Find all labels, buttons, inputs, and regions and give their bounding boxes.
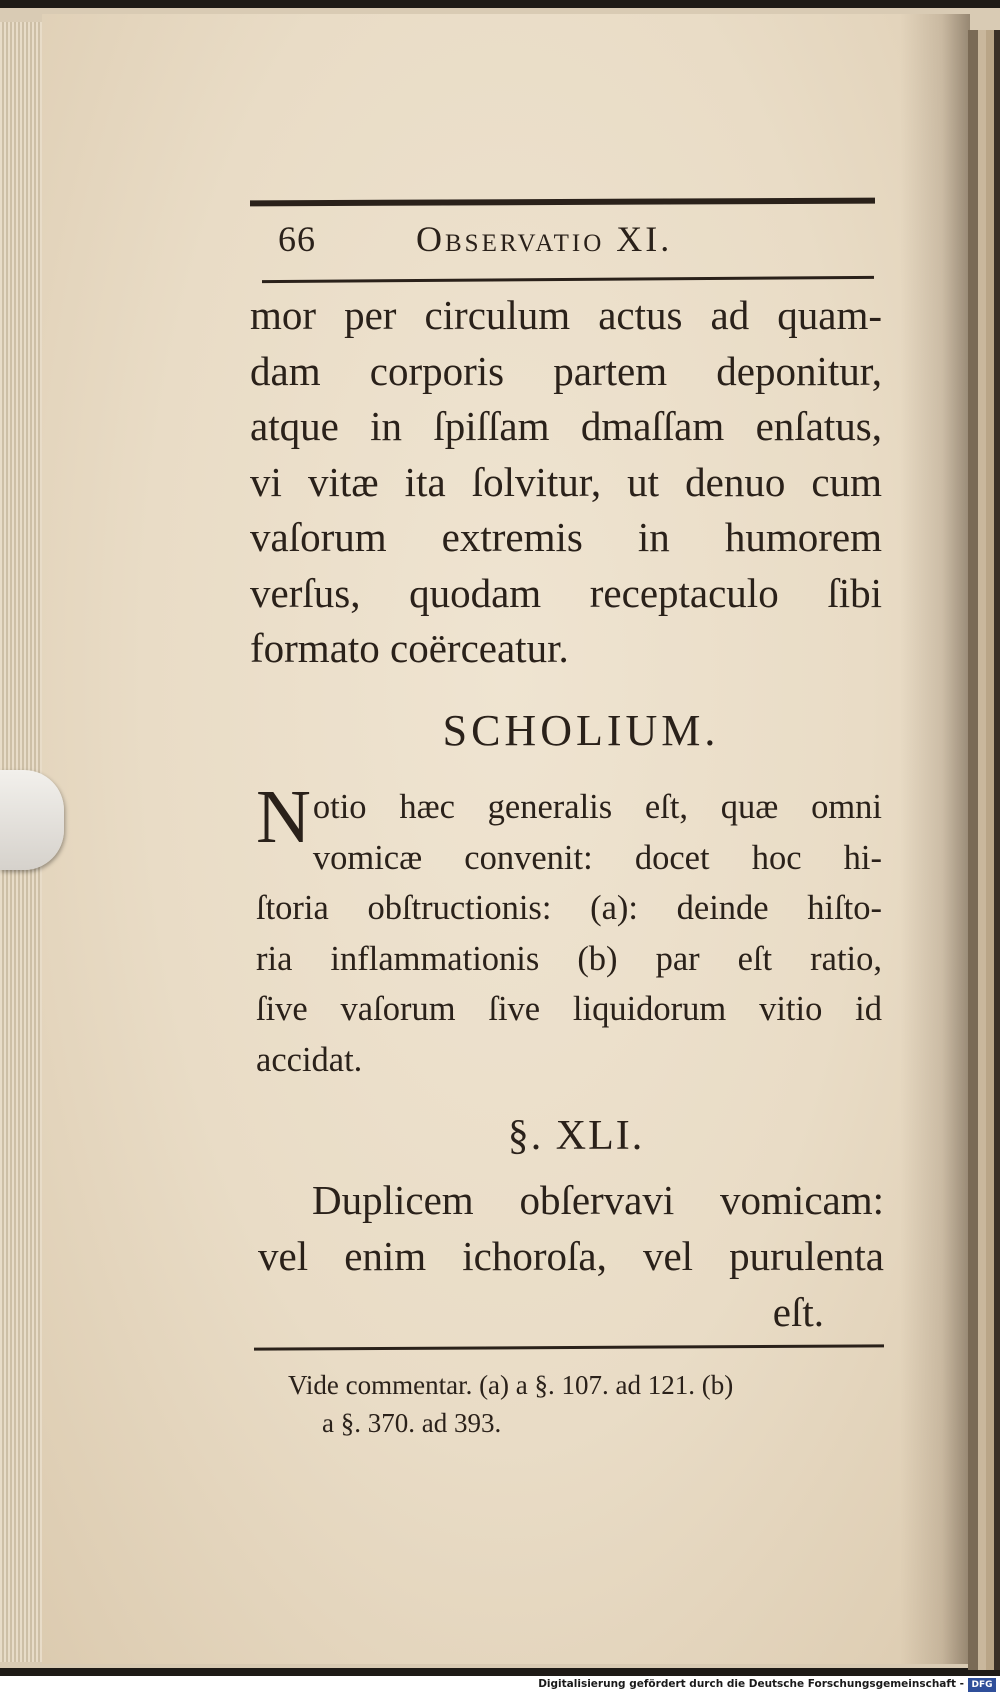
page-edges-right — [968, 30, 1000, 1670]
scholium-paragraph — [256, 775, 882, 1085]
text-line: dam corporis partem deponitur, — [250, 347, 882, 394]
text-line: ria inflammationis (b) par eſt ratio, — [256, 939, 882, 978]
dfg-logo: DFG — [968, 1678, 996, 1692]
text-line: vaſorum extremis in humorem — [250, 514, 882, 560]
text-line: atque in ſpiſſam dmaſſam enſatus, — [250, 403, 882, 449]
body-paragraph — [250, 288, 882, 677]
text-line: ſive vaſorum ſive liquidorum vitio id — [256, 990, 882, 1028]
running-title: Observatio XI. — [416, 219, 673, 259]
text-line: vi vitæ ita ſolvitur, ut denuo cum — [250, 458, 882, 505]
gutter-shadow — [900, 14, 970, 1664]
digitization-credit: Digitalisierung gefördert durch die Deutsche Forschungsgemeinschaft - — [538, 1678, 964, 1690]
page-number: 66 — [278, 219, 316, 259]
scholium-heading: SCHOLIUM. — [442, 706, 720, 755]
footnote — [288, 1366, 888, 1442]
text-line: accidat. — [256, 1040, 363, 1079]
text-line: eſt. — [772, 1289, 824, 1335]
text-line: formato coërceatur. — [250, 625, 569, 671]
text-line: verſus, quodam receptaculo ſibi — [250, 569, 882, 616]
text-line: vel enim ichoroſa, vel purulenta — [258, 1233, 884, 1279]
text-line: otio hæc generalis eſt, quæ omni — [312, 788, 882, 826]
running-header — [278, 218, 878, 268]
footnote-line: Vide commentar. (a) a §. 107. ad 121. (b) — [288, 1370, 734, 1400]
footnote-line: a §. 370. ad 393. — [322, 1408, 502, 1438]
credit-bar — [0, 1676, 1000, 1695]
text-line: ſtoria obſtructionis: (a): deinde hiſto- — [256, 889, 882, 927]
section-paragraph — [258, 1172, 884, 1340]
bookmark-tab — [0, 770, 64, 870]
drop-cap: N — [256, 775, 311, 859]
text-line: vomicæ convenit: docet hoc hi- — [312, 838, 882, 877]
text-line: Duplicem obſervavi vomicam: — [312, 1177, 884, 1223]
text-line: mor per circulum actus ad quam- — [250, 292, 882, 338]
section-heading: §. XLI. — [507, 1113, 645, 1159]
